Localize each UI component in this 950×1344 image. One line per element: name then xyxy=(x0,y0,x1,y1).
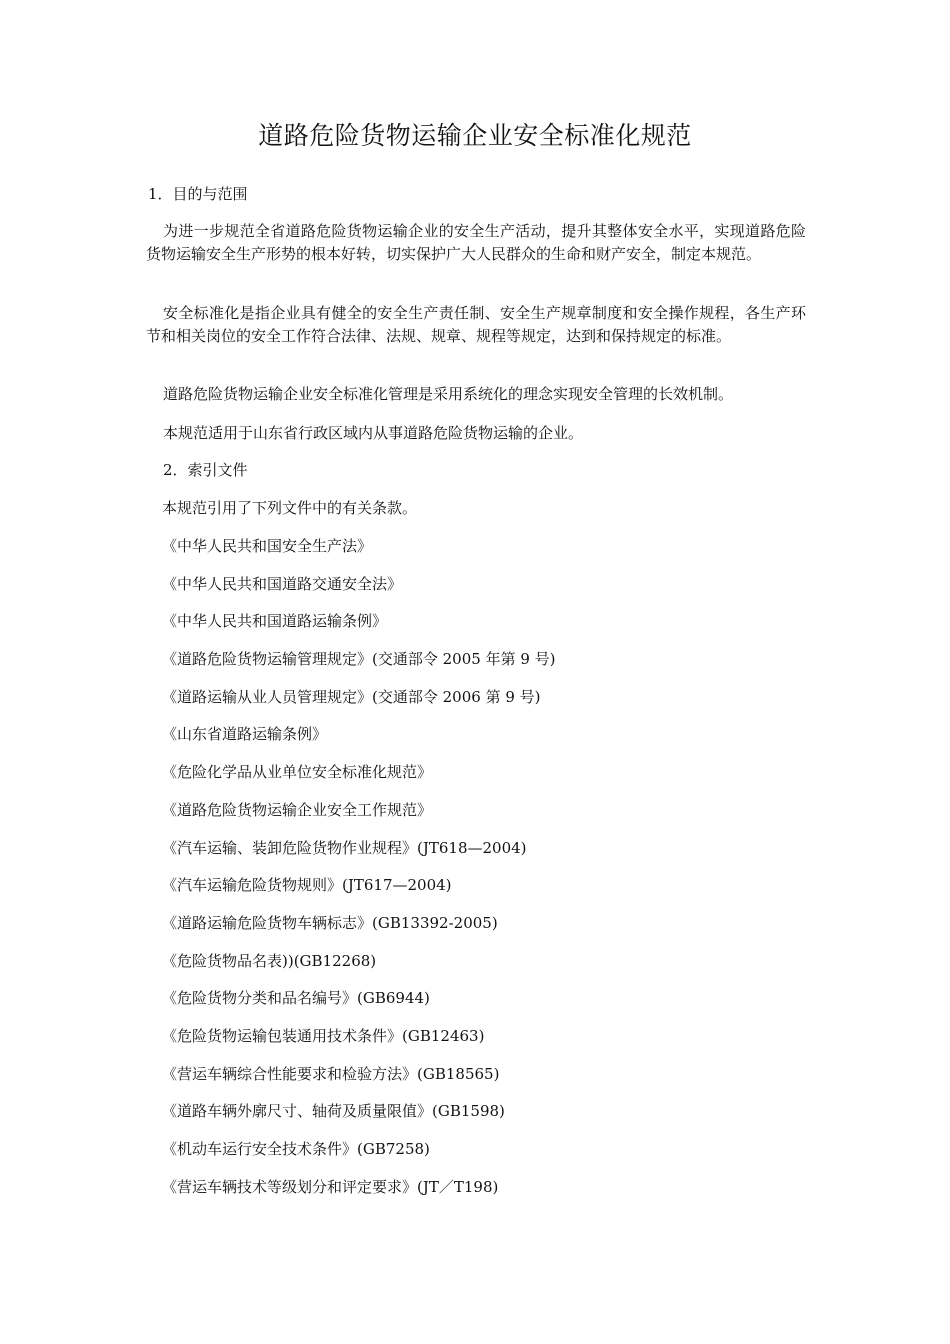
section-2-heading: 2．索引文件 xyxy=(163,461,248,479)
reference-document: 《中华人民共和国道路运输条例》 xyxy=(162,612,388,630)
reference-document: 《道路车辆外廓尺寸、轴荷及质量限值》(GB1598) xyxy=(162,1102,505,1120)
reference-document: 《中华人民共和国安全生产法》 xyxy=(162,537,373,555)
reference-document: 《危险货物品名表))(GB12268) xyxy=(162,952,377,970)
document-title: 道路危险货物运输企业安全标准化规范 xyxy=(258,121,692,150)
section-2-intro: 本规范引用了下列文件中的有关条款。 xyxy=(162,499,418,517)
section-1-paragraph-4: 本规范适用于山东省行政区域内从事道路危险货物运输的企业。 xyxy=(163,424,584,442)
reference-document: 《道路运输危险货物车辆标志》(GB13392-2005) xyxy=(162,914,498,932)
reference-document: 《道路危险货物运输企业安全工作规范》 xyxy=(162,801,433,819)
reference-document: 《汽车运输危险货物规则》(JT617—2004) xyxy=(162,876,452,894)
reference-document: 《机动车运行安全技术条件》(GB7258) xyxy=(162,1140,430,1158)
section-1-heading: 1．目的与范围 xyxy=(148,185,248,203)
reference-document: 《山东省道路运输条例》 xyxy=(162,725,328,743)
reference-document: 《道路危险货物运输管理规定》(交通部令 2005 年第 9 号) xyxy=(162,650,556,668)
reference-document: 《道路运输从业人员管理规定》(交通部令 2006 第 9 号) xyxy=(162,688,541,706)
reference-document: 《营运车辆综合性能要求和检验方法》(GB18565) xyxy=(162,1065,500,1083)
section-1-paragraph-3: 道路危险货物运输企业安全标准化管理是采用系统化的理念实现安全管理的长效机制。 xyxy=(163,385,734,403)
section-1-paragraph-2: 安全标准化是指企业具有健全的安全生产责任制、安全生产规章制度和安全操作规程，各生产环节和相关岗位的安全工作符合法律、法规、规章、规程等规定，达到和保持规定的标准。 xyxy=(146,304,806,345)
reference-document: 《汽车运输、装卸危险货物作业规程》(JT618—2004) xyxy=(162,839,527,857)
section-1-paragraph-1: 为进一步规范全省道路危险货物运输企业的安全生产活动，提升其整体安全水平，实现道路危险货物运输安全生产形势的根本好转，切实保护广大人民群众的生命和财产安全，制定本规范。 xyxy=(146,222,806,263)
reference-document: 《危险化学品从业单位安全标准化规范》 xyxy=(162,763,433,781)
reference-document: 《营运车辆技术等级划分和评定要求》(JT／T198) xyxy=(162,1178,499,1196)
reference-document: 《危险货物分类和品名编号》(GB6944) xyxy=(162,989,430,1007)
reference-document: 《危险货物运输包装通用技术条件》(GB12463) xyxy=(162,1027,485,1045)
reference-document: 《中华人民共和国道路交通安全法》 xyxy=(162,575,403,593)
